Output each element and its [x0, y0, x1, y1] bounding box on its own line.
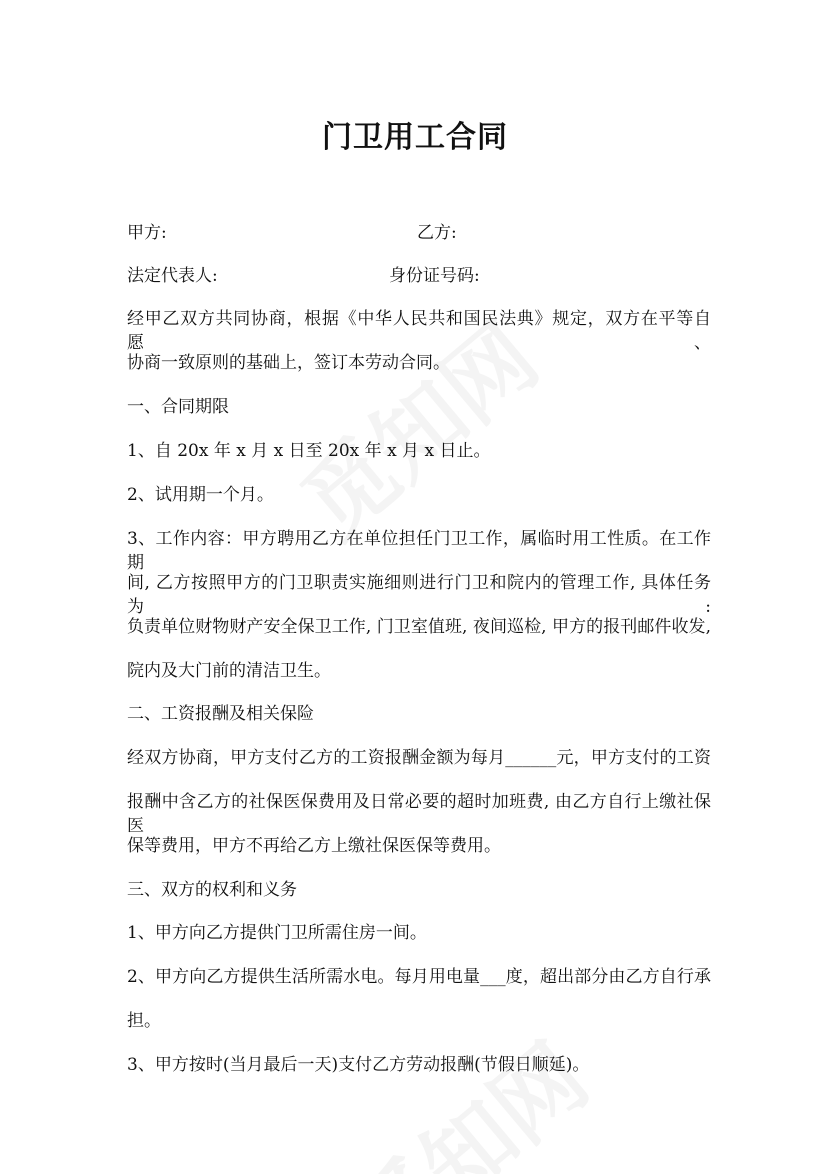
clause-line: 担。 — [127, 1011, 161, 1031]
party-b-label: 乙方: — [417, 223, 457, 243]
clause-line: 间, 乙方按照甲方的门卫职责实施细则进行门卫和院内的管理工作, 具体任务为: — [127, 573, 711, 617]
clause-item: 1、甲方向乙方提供门卫所需住房一间。 — [127, 923, 427, 943]
id-number-label: 身份证号码: — [389, 266, 480, 286]
clause-line: 2、甲方向乙方提供生活所需水电。每月用电量___度，超出部分由乙方自行承 — [127, 967, 711, 987]
section-heading: 三、双方的权利和义务 — [127, 880, 297, 900]
clause-line: 院内及大门前的清洁卫生。 — [127, 661, 331, 681]
legal-rep-label: 法定代表人: — [127, 266, 218, 286]
clause-line: 报酬中含乙方的社保医保费用及日常必要的超时加班费, 由乙方自行上缴社保医 — [127, 792, 711, 836]
intro-line: 经甲乙双方共同协商，根据《中华人民共和国民法典》规定，双方在平等自愿、 — [127, 309, 711, 353]
watermark — [320, 1008, 610, 1174]
clause-item: 2、试用期一个月。 — [127, 485, 274, 505]
section-heading: 一、合同期限 — [127, 397, 229, 417]
clause-line: 保等费用，甲方不再给乙方上缴社保医保等费用。 — [127, 836, 501, 856]
clause-line: 经双方协商，甲方支付乙方的工资报酬金额为每月______元，甲方支付的工资 — [127, 748, 711, 768]
clause-line: 3、工作内容：甲方聘用乙方在单位担任门卫工作，属临时用工性质。在工作期 — [127, 529, 711, 573]
clause-line: 负责单位财物财产安全保卫工作, 门卫室值班, 夜间巡检, 甲方的报刊邮件收发, — [127, 617, 711, 637]
section-heading: 二、工资报酬及相关保险 — [127, 704, 314, 724]
intro-line: 协商一致原则的基础上，签订本劳动合同。 — [127, 353, 450, 373]
clause-item: 3、甲方按时(当月最后一天)支付乙方劳动报酬(节假日顺延)。 — [127, 1055, 590, 1075]
clause-item: 1、自 20x 年 x 月 x 日至 20x 年 x 月 x 日止。 — [127, 441, 491, 461]
party-a-label: 甲方: — [127, 223, 167, 243]
document-title: 门卫用工合同 — [322, 120, 508, 155]
